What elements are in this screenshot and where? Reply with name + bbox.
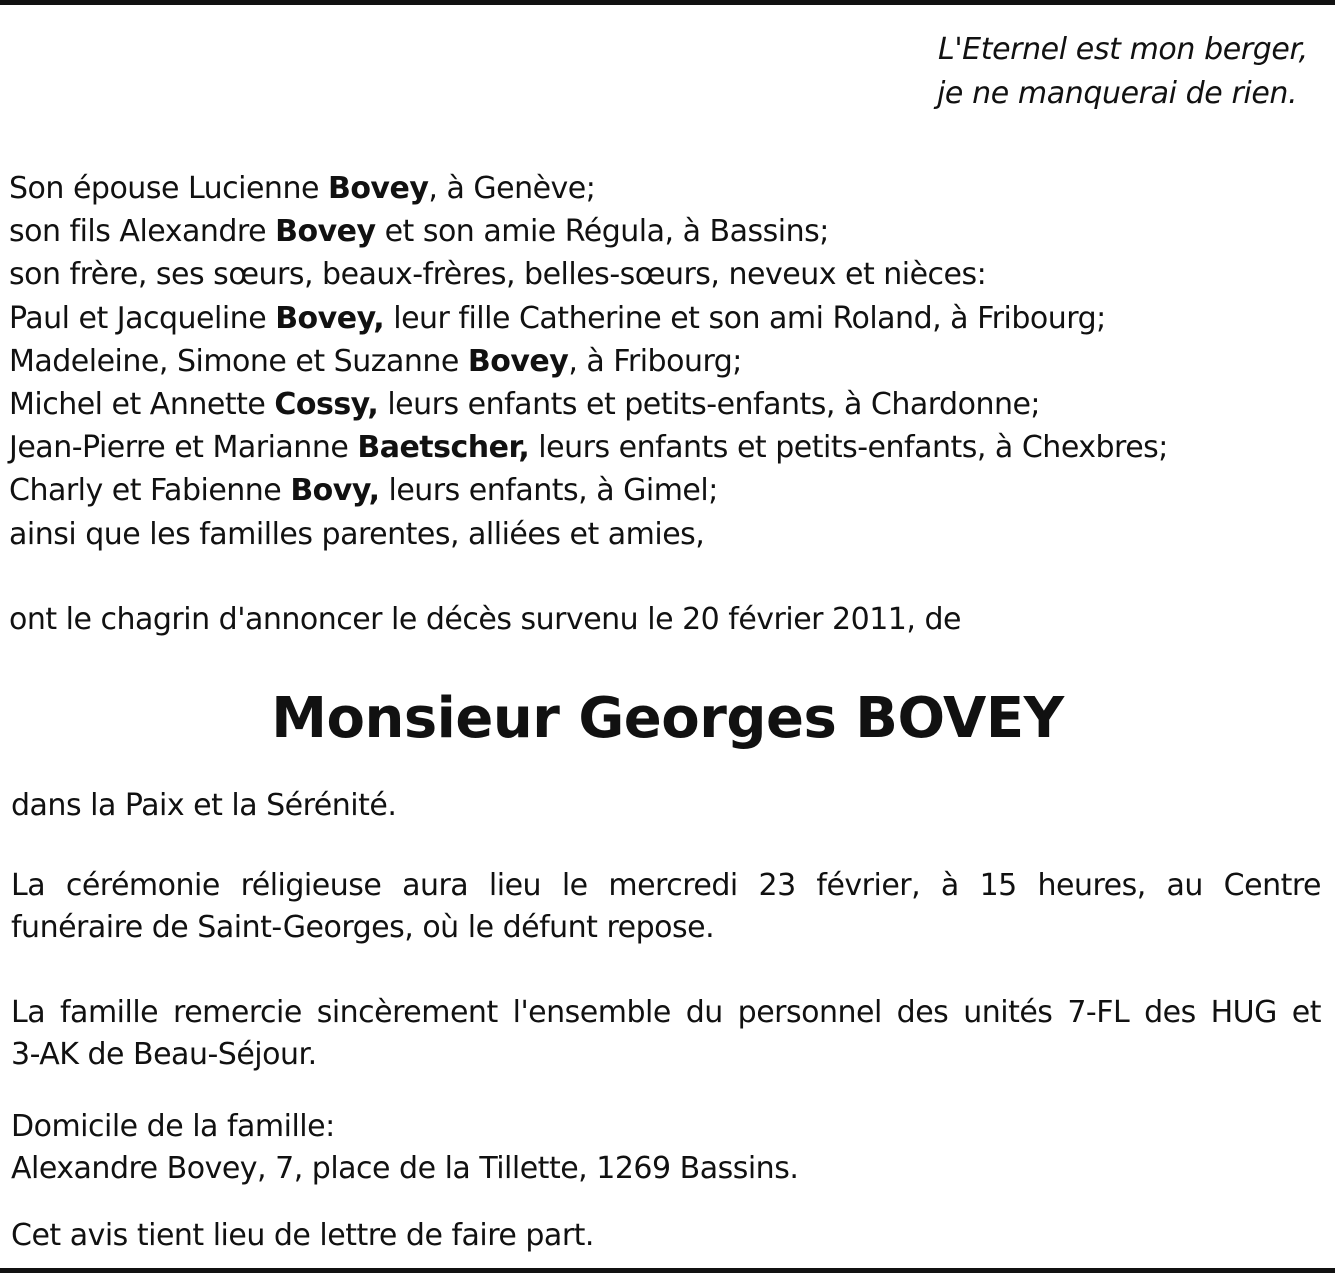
ceremony-paragraph	[11, 865, 1321, 949]
domicile-label: Domicile de la famille:	[11, 1109, 335, 1144]
domicile-address: Alexandre Bovey, 7, place de la Tillette, 1269 Bassins.	[11, 1151, 799, 1186]
bible-verse	[880, 28, 1320, 116]
family-line: son fils Alexandre Bovey et son amie Régula, à Bassins;	[9, 214, 829, 250]
bottom-rule	[0, 1268, 1335, 1273]
thanks-line-1: La famille remercie sincèrement l'ensemble du personnel des unités 7-FL des HUG et	[11, 995, 1321, 1030]
family-line: ainsi que les familles parentes, alliées et amies,	[9, 516, 705, 552]
verse-line-2: je ne manquerai de rien.	[937, 76, 1298, 111]
serenity-line: dans la Paix et la Sérénité.	[11, 788, 397, 823]
family-list	[9, 167, 1329, 556]
family-line: Jean-Pierre et Marianne Baetscher, leurs enfants et petits-enfants, à Chexbres;	[9, 430, 1168, 466]
family-line: Madeleine, Simone et Suzanne Bovey, à Fribourg;	[9, 343, 742, 379]
death-announcement: ont le chagrin d'annoncer le décès survenu le 20 février 2011, de	[9, 602, 961, 637]
family-line: son frère, ses sœurs, beaux-frères, belles-sœurs, neveux et nièces:	[9, 257, 987, 293]
ceremony-line-2: funéraire de Saint-Georges, où le défunt repose.	[11, 910, 715, 945]
family-domicile	[11, 1106, 1321, 1190]
notice-line: Cet avis tient lieu de lettre de faire part.	[11, 1218, 594, 1253]
deceased-name: Monsieur Georges BOVEY	[271, 686, 1064, 751]
family-line: Paul et Jacqueline Bovey, leur fille Catherine et son ami Roland, à Fribourg;	[9, 300, 1106, 336]
thanks-line-2: 3-AK de Beau-Séjour.	[11, 1037, 317, 1072]
thanks-paragraph	[11, 992, 1321, 1076]
family-line: Charly et Fabienne Bovy, leurs enfants, à Gimel;	[9, 473, 718, 509]
top-rule	[0, 0, 1335, 5]
verse-line-1: L'Eternel est mon berger,	[938, 32, 1308, 67]
ceremony-line-1: La cérémonie réligieuse aura lieu le mercredi 23 février, à 15 heures, au Centre	[11, 868, 1321, 903]
family-line: Michel et Annette Cossy, leurs enfants et petits-enfants, à Chardonne;	[9, 387, 1041, 423]
family-line: Son épouse Lucienne Bovey, à Genève;	[9, 171, 596, 206]
